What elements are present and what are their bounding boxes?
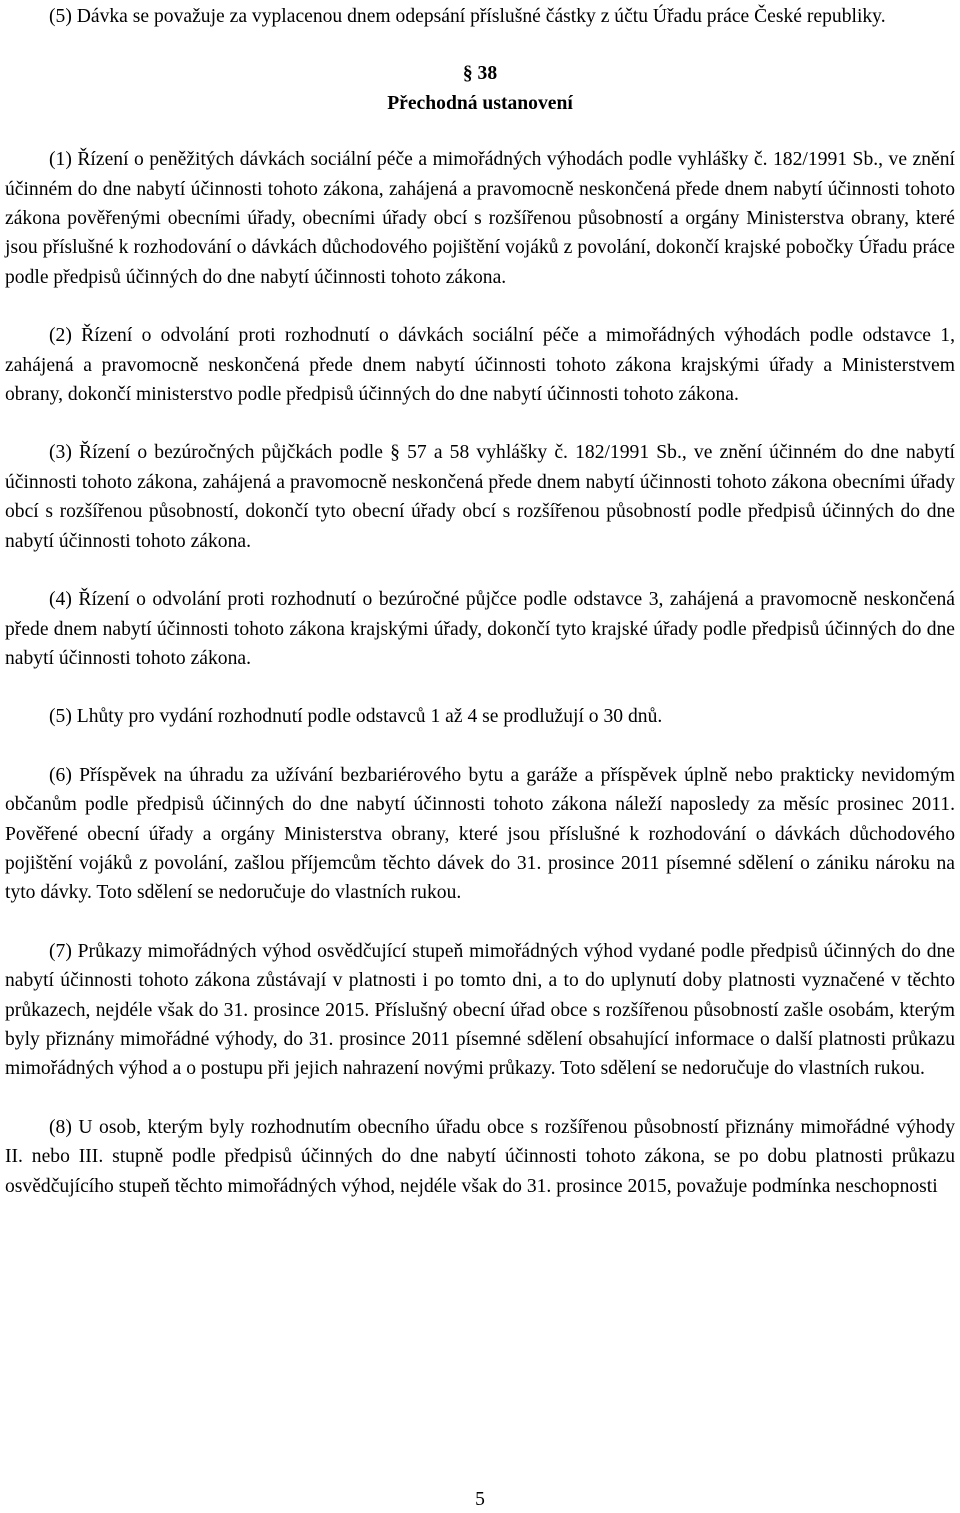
paragraph-1: (1) Řízení o peněžitých dávkách sociální péče a mimořádných výhodách podle vyhlášky č. 182/1991 Sb., ve znění účinném do dne nabytí účinnosti tohoto zákona, zahájená a pravomocně neskončená přede dnem nabytí účinnosti tohoto zákona pověřenými obecními úřady, obecními úřady obcí s rozšířenou působností a orgány Ministerstva obrany, které jsou příslušné k rozhodování o dávkách důchodového pojištění vojáků z povolání, dokončí krajské pobočky Úřadu práce podle předpisů účinných do dne nabytí účinnosti tohoto zákona. <box>5 149 955 288</box>
paragraph-3: (3) Řízení o bezúročných půjčkách podle § 57 a 58 vyhlášky č. 182/1991 Sb., ve znění účinném do dne nabytí účinnosti tohoto zákona, zahájená a pravomocně neskončená přede dnem nabytí účinnosti tohoto zákona obecními úřady obcí s rozšířenou působností, dokončí tyto obecní úřady obcí s rozšířenou působností podle předpisů účinných do dne nabytí účinnosti tohoto zákona. <box>5 442 955 552</box>
section-symbol: § <box>462 63 473 85</box>
paragraph-intro: (5) Dávka se považuje za vyplacenou dnem odepsání příslušné částky z účtu Úřadu práce České republiky. <box>49 6 886 27</box>
section-heading <box>5 59 955 118</box>
document-page <box>5 0 955 1201</box>
paragraph-4: (4) Řízení o odvolání proti rozhodnutí o bezúročné půjčce podle odstavce 3, zahájená a pravomocně neskončená přede dnem nabytí účinnosti tohoto zákona krajskými úřady, dokončí tyto krajské úřady podle předpisů účinných do dne nabytí účinnosti tohoto zákona. <box>5 589 955 669</box>
section-number-line <box>5 59 955 88</box>
section-title: Přechodná ustanovení <box>387 92 573 114</box>
paragraph-7: (7) Průkazy mimořádných výhod osvědčující stupeň mimořádných výhod vydané podle předpisů účinných do dne nabytí účinnosti tohoto zákona zůstávají v platnosti i po tomto dni, a to do uplynutí doby platnosti vyznačené v těchto průkazech, nejdéle však do 31. prosince 2015. Příslušný obecní úřad obce s rozšířenou působností zašle osobám, kterým byly přiznány mimořádné výhody, do 31. prosince 2011 písemné sdělení obsahující informace o další platnosti průkazu mimořádných výhod a o postupu při jejich nahrazení novými průkazy. Toto sdělení se nedoručuje do vlastních rukou. <box>5 940 955 1080</box>
paragraph-2: (2) Řízení o odvolání proti rozhodnutí o dávkách sociální péče a mimořádných výhodách podle odstavce 1, zahájená a pravomocně neskončená přede dnem nabytí účinnosti tohoto zákona krajskými úřady a Ministerstvem obrany, dokončí ministerstvo podle předpisů účinných do dne nabytí účinnosti tohoto zákona. <box>5 325 955 406</box>
section-number: 38 <box>477 63 498 85</box>
paragraph-8: (8) U osob, kterým byly rozhodnutím obecního úřadu obce s rozšířenou působností přiznány mimořádné výhody II. nebo III. stupně podle předpisů účinných do dne nabytí účinnosti tohoto zákona, se po dobu platnosti průkazu osvědčujícího stupeň těchto mimořádných výhod, nejdéle však do 31. prosince 2015, považuje podmínka neschopnosti <box>5 1116 955 1197</box>
page-number: 5 <box>475 1489 485 1510</box>
paragraph-5: (5) Lhůty pro vydání rozhodnutí podle odstavců 1 až 4 se prodlužují o 30 dnů. <box>49 706 663 728</box>
paragraph-6: (6) Příspěvek na úhradu za užívání bezbariérového bytu a garáže a příspěvek úplně nebo prakticky nevidomým občanům podle předpisů účinných do dne nabytí účinnosti tohoto zákona náleží naposledy za měsíc prosinec 2011. Pověřené obecní úřady a orgány Ministerstva obrany, které jsou příslušné k rozhodování o dávkách důchodového pojištění vojáků z povolání, zašlou příjemcům těchto dávek do 31. prosince 2011 písemné sdělení o zániku nároku na tyto dávky. Toto sdělení se nedoručuje do vlastních rukou. <box>5 764 955 904</box>
